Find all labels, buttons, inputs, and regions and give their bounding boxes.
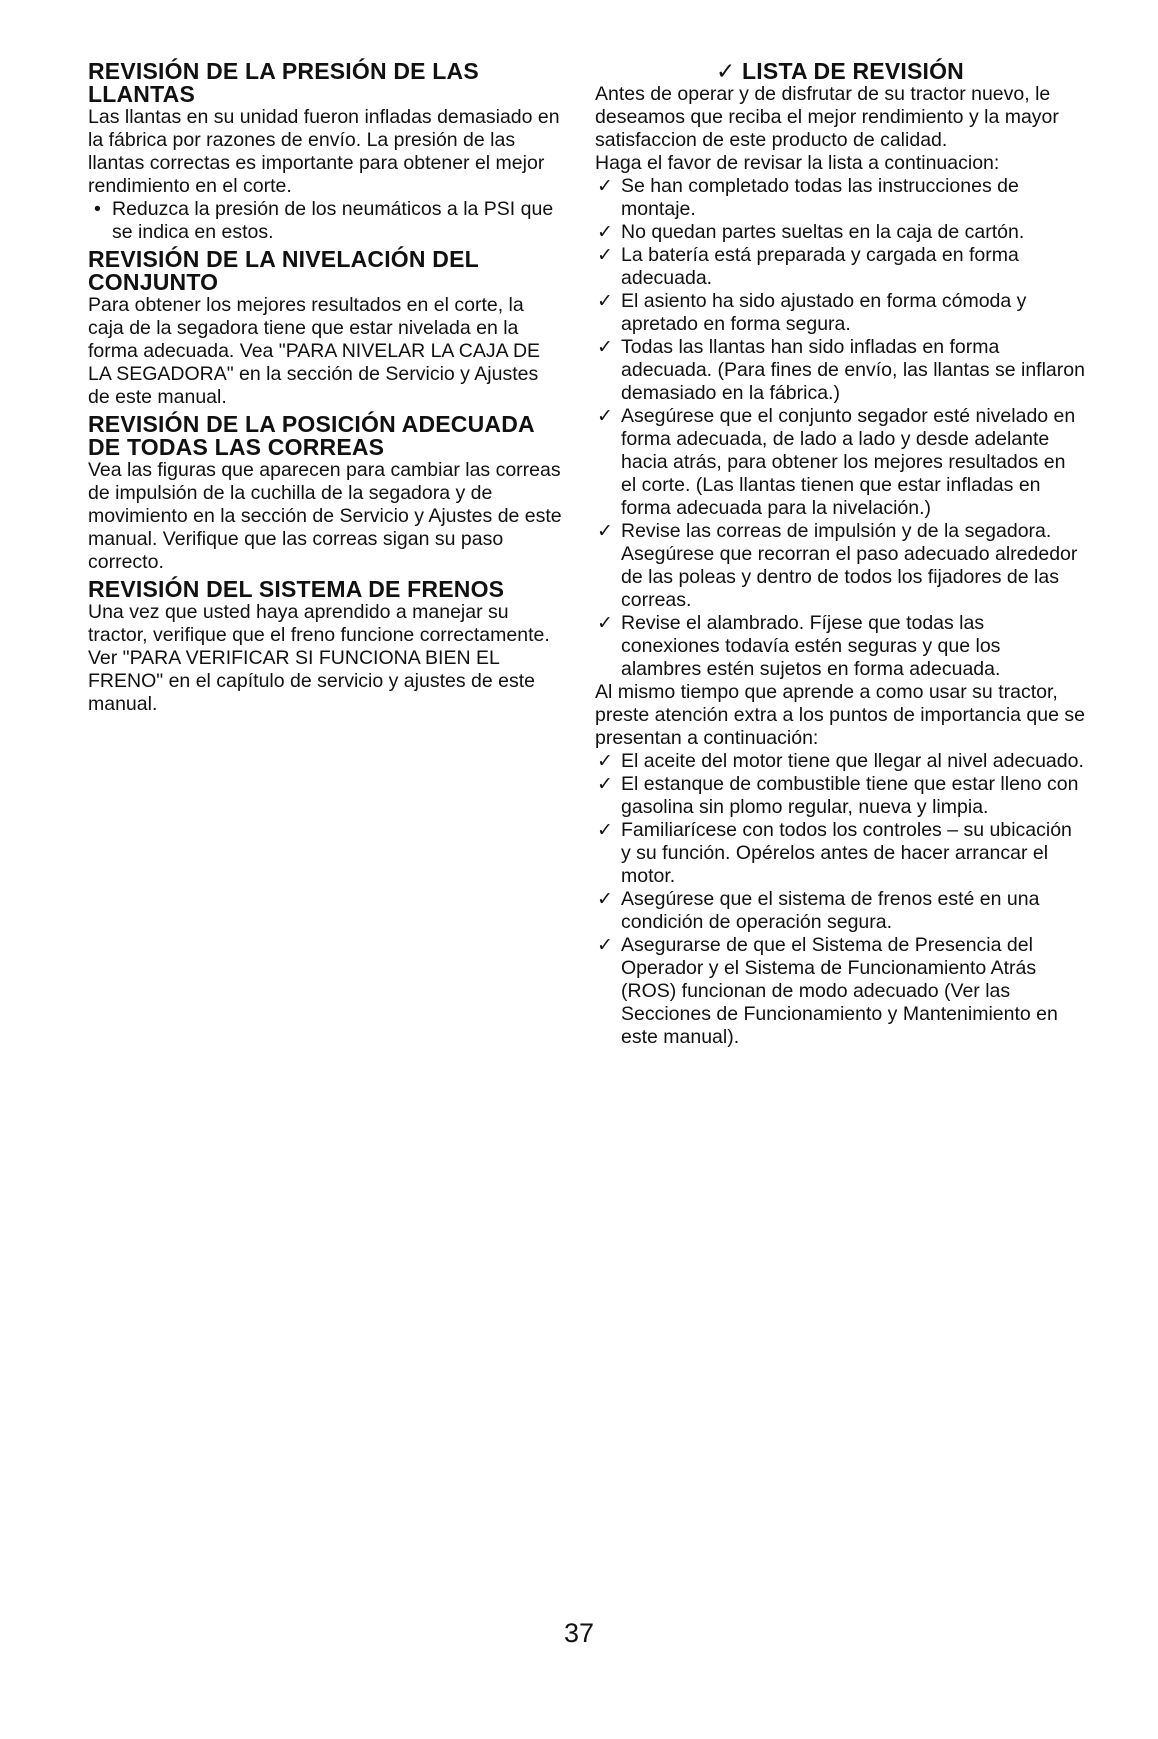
- section-body-leveling: Para obtener los mejores resultados en el corte, la caja de la segadora tiene que estar nivelada en la forma adecuada. Vea "PARA NIVELAR LA CAJA DE LA SEGADORA" en la sección de Servicio y Ajustes de este manual.: [88, 294, 541, 408]
- checklist-item: [595, 934, 1085, 1049]
- bullet-item: [88, 198, 563, 244]
- check-icon: ✓: [597, 245, 613, 266]
- check-icon: ✓: [597, 889, 613, 910]
- check-icon: ✓: [597, 774, 613, 795]
- check-icon: ✓: [597, 291, 613, 312]
- check-icon: ✓: [597, 751, 613, 772]
- check-icon: ✓: [597, 222, 613, 243]
- section-title-leveling: REVISIÓN DE LA NIVELACIÓN DEL CONJUNTO: [88, 246, 479, 295]
- checklist-item-text: El asiento ha sido ajustado en forma cómoda y apretado en forma segura.: [621, 290, 1027, 335]
- bullet-icon: •: [94, 198, 101, 220]
- checklist-item: [595, 819, 1085, 888]
- checklist-item-text: Asegurarse de que el Sistema de Presencia del Operador y el Sistema de Funcionamiento Atrás (ROS) funcionan de modo adecuado (Ver las Secciones de Funcionamiento y Mantenimiento en este manual).: [621, 934, 1058, 1048]
- checklist-item: [595, 612, 1085, 681]
- page-number: 37: [563, 1618, 595, 1648]
- check-icon: ✓: [597, 337, 613, 358]
- checklist-group-1: [595, 175, 1085, 681]
- check-icon: ✓: [597, 176, 613, 197]
- checklist-item-text: Asegúrese que el conjunto segador esté nivelado en forma adecuada, de lado a lado y desde adelante hacia atrás, para obtener los mejores resultados en el corte. (Las llantas tienen que estar infladas en forma adecuada para la nivelación.): [621, 405, 1076, 519]
- checklist-item-text: Revise las correas de impulsión y de la segadora. Asegúrese que recorran el paso adecuado alrededor de las poleas y dentro de todos los fijadores de las correas.: [621, 520, 1078, 611]
- check-icon: ✓: [597, 521, 613, 542]
- section-title-belts: REVISIÓN DE LA POSICIÓN ADECUADA DE TODAS LAS CORREAS: [88, 411, 534, 460]
- section-title-brakes: REVISIÓN DEL SISTEMA DE FRENOS: [88, 576, 505, 602]
- checklist-item: [595, 175, 1085, 221]
- check-icon: ✓: [597, 935, 613, 956]
- checklist-middle-text: Al mismo tiempo que aprende a como usar su tractor, preste atención extra a los puntos de importancia que se presentan a continuación:: [595, 681, 1085, 749]
- checklist-item-text: El estanque de combustible tiene que estar lleno con gasolina sin plomo regular, nueva y limpia.: [621, 773, 1079, 818]
- checklist-item: [595, 773, 1085, 819]
- checklist-item: [595, 244, 1085, 290]
- checklist-item: [595, 888, 1085, 934]
- checklist-group-2: [595, 750, 1085, 1049]
- check-icon: ✓: [597, 406, 613, 427]
- checklist-item: [595, 336, 1085, 405]
- section-body-tire-pressure: Las llantas en su unidad fueron infladas demasiado en la fábrica por razones de envío. La presión de las llantas correctas es importante para obtener el mejor rendimiento en el corte.: [88, 106, 560, 197]
- bullet-text: Reduzca la presión de los neumáticos a la PSI que se indica en estos.: [112, 198, 554, 243]
- left-column: [88, 60, 563, 716]
- check-icon: ✓: [597, 820, 613, 841]
- checklist-item: [595, 520, 1085, 612]
- checklist-item: [595, 750, 1085, 773]
- check-icon: ✓: [597, 613, 613, 634]
- checklist-intro: Antes de operar y de disfrutar de su tractor nuevo, le deseamos que reciba el mejor rendimiento y la mayor satisfaccion de este producto de calidad.: [595, 83, 1059, 151]
- right-column: [595, 60, 1085, 1049]
- checklist-item-text: Todas las llantas han sido infladas en forma adecuada. (Para fines de envío, las llantas se inflaron demasiado en la fábrica.): [621, 336, 1085, 404]
- checklist-item-text: Asegúrese que el sistema de frenos esté en una condición de operación segura.: [621, 888, 1040, 933]
- checklist-item-text: Se han completado todas las instrucciones de montaje.: [621, 175, 1019, 220]
- section-body-brakes: Una vez que usted haya aprendido a manejar su tractor, verifique que el freno funcione correctamente. Ver "PARA VERIFICAR SI FUNCIONA BIEN EL FRENO" en el capítulo de servicio y ajustes de este manual.: [88, 601, 550, 715]
- checklist-item-text: El aceite del motor tiene que llegar al nivel adecuado.: [621, 750, 1084, 772]
- section-body-belts: Vea las figuras que aparecen para cambiar las correas de impulsión de la cuchilla de la segadora y de movimiento en la sección de Servicio y Ajustes de este manual. Verifique que las correas sigan su paso correcto.: [88, 459, 562, 573]
- checklist-item-text: Revise el alambrado. Fíjese que todas las conexiones todavía estén seguras y que los alambres estén sujetos en forma adecuada.: [621, 612, 1001, 680]
- checklist-item-text: No quedan partes sueltas en la caja de cartón.: [621, 221, 1025, 243]
- checklist-item: [595, 221, 1085, 244]
- checklist-item: [595, 290, 1085, 336]
- checklist-intro-2: Haga el favor de revisar la lista a continuacion:: [595, 152, 1000, 174]
- checklist-item-text: Familiarícese con todos los controles – su ubicación y su función. Opérelos antes de hacer arrancar el motor.: [621, 819, 1072, 887]
- checklist-item: [595, 405, 1085, 520]
- checklist-item-text: La batería está preparada y cargada en forma adecuada.: [621, 244, 1019, 289]
- checklist-title: ✓ LISTA DE REVISIÓN: [716, 58, 964, 84]
- section-title-tire-pressure: REVISIÓN DE LA PRESIÓN DE LAS LLANTAS: [88, 58, 479, 107]
